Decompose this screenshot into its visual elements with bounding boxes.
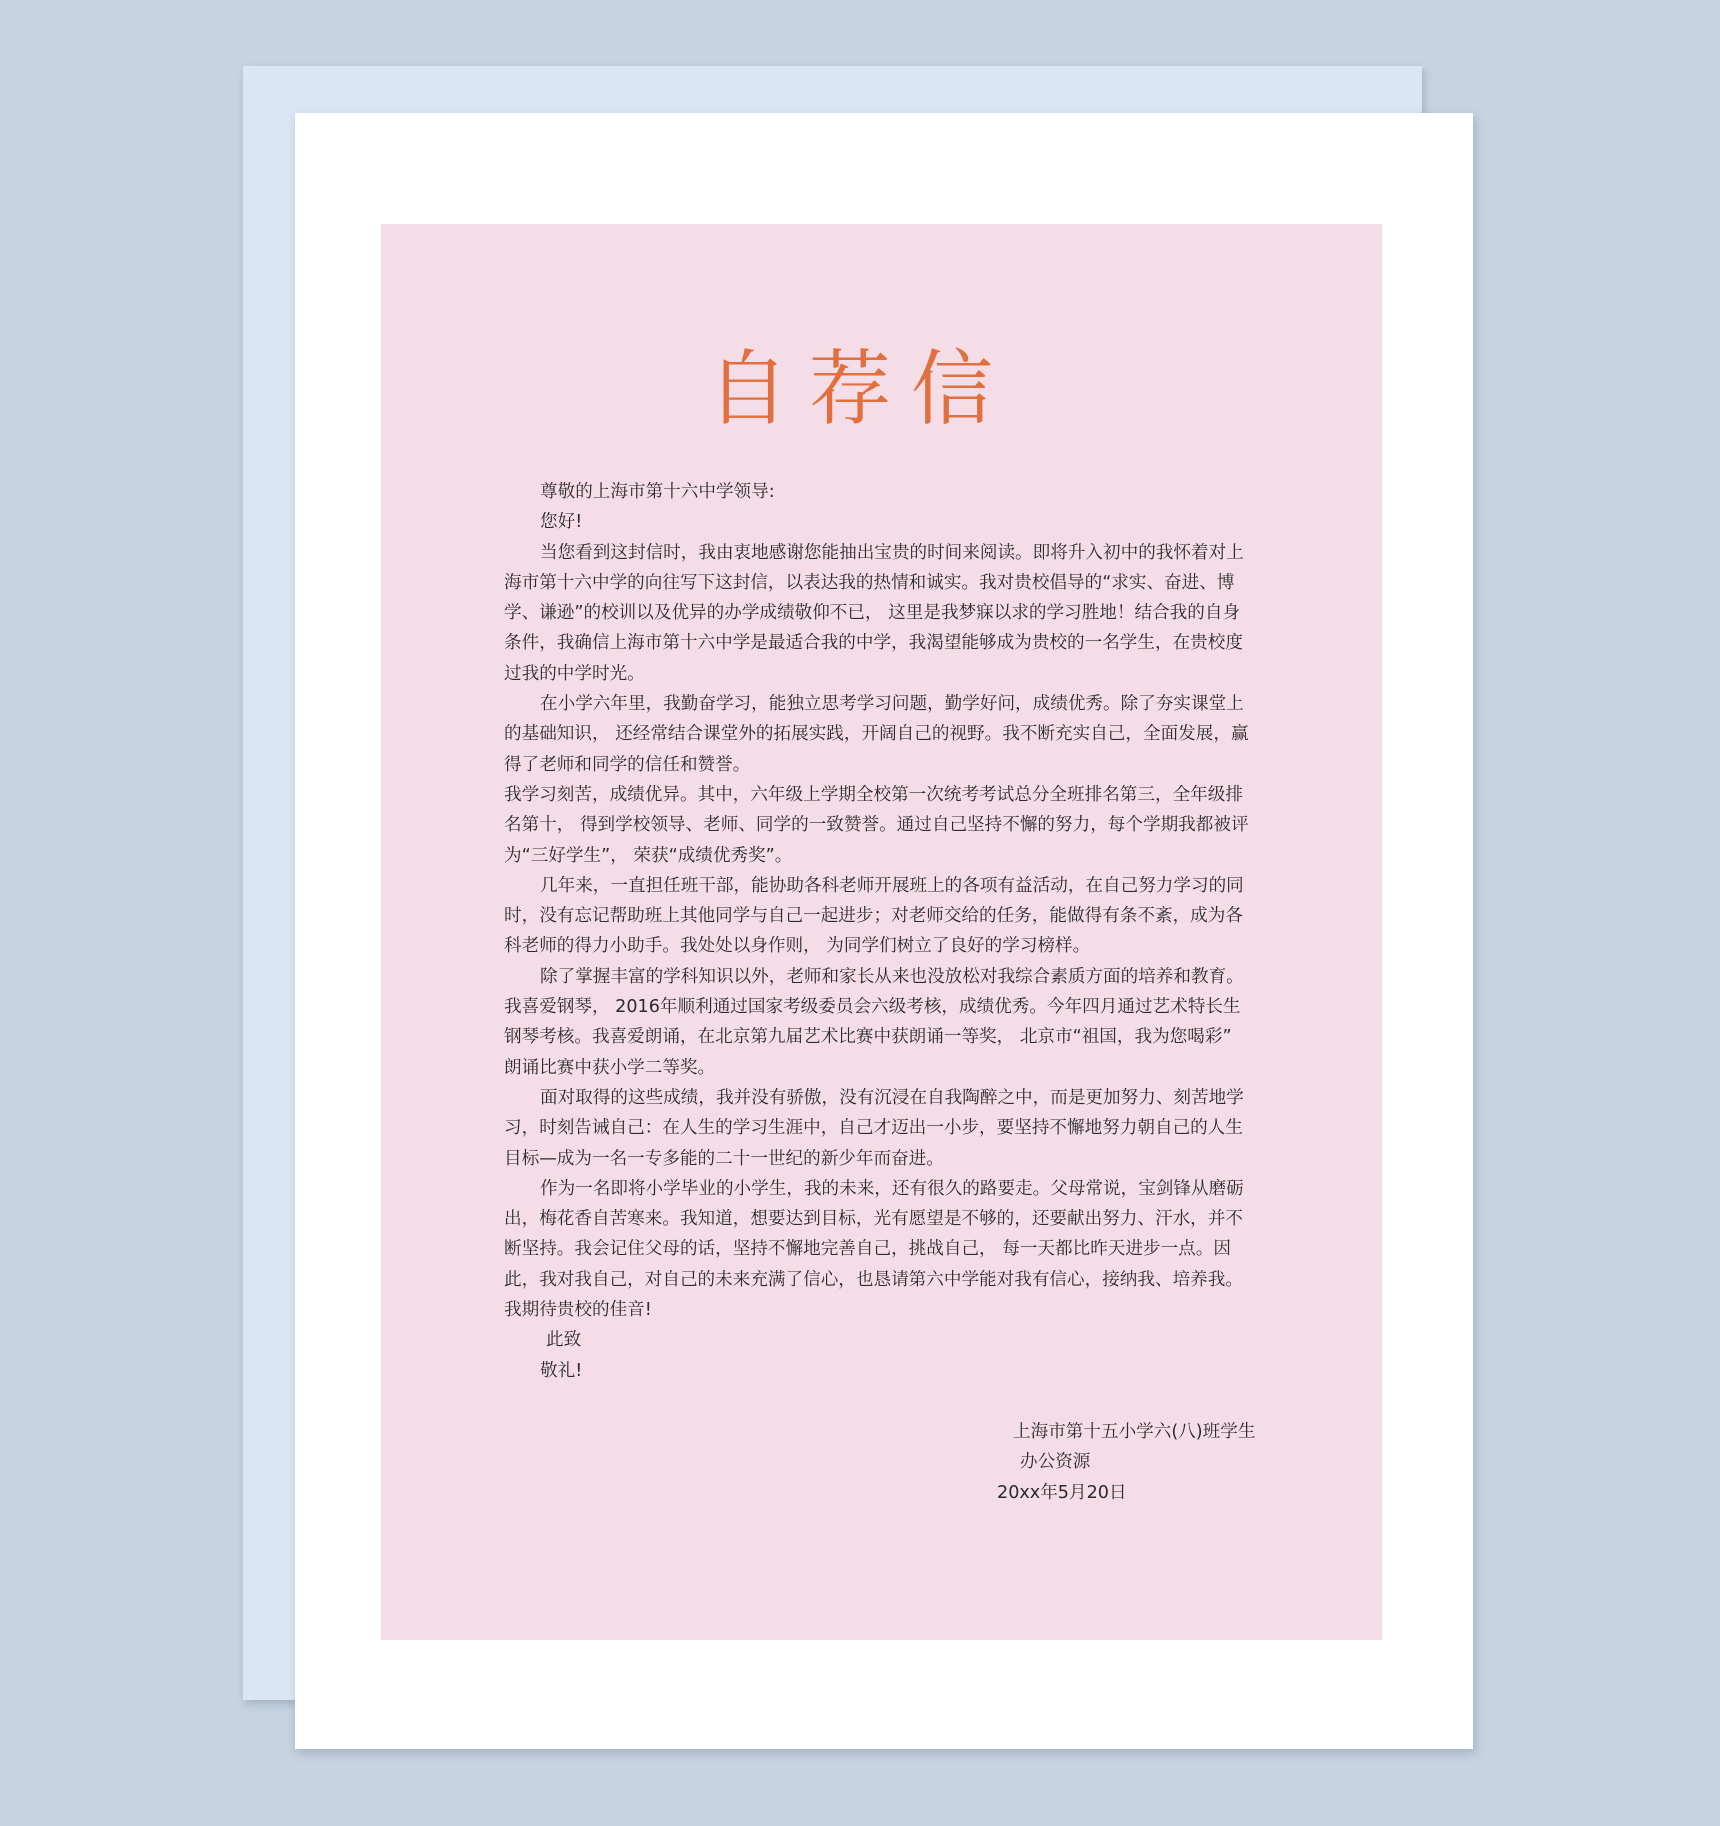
paragraph-line: 得了老师和同学的信任和赞誉。 <box>504 754 751 775</box>
greeting: 您好! <box>540 512 583 533</box>
paragraph-line: 我期待贵校的佳音! <box>504 1300 652 1321</box>
paragraph-line: 海市第十六中学的向往写下这封信，以表达我的热情和诚实。我对贵校倡导的“求实、奋进、博 <box>504 572 1235 593</box>
paragraph-line: 作为一名即将小学毕业的小学生，我的未来，还有很久的路要走。父母常说，宝剑锋从磨砺 <box>540 1178 1244 1199</box>
signature-school: 上海市第十五小学六(八)班学生 <box>1013 1422 1256 1442</box>
paragraph-line: 此，我对我自己，对自己的未来充满了信心，也恳请第六中学能对我有信心，接纳我、培养我。 <box>504 1269 1243 1290</box>
paragraph-line: 习，时刻告诫自己：在人生的学习生涯中，自己才迈出一小步，要坚持不懈地努力朝自己的人生 <box>504 1118 1243 1139</box>
paragraph-line: 名第十， 得到学校领导、老师、同学的一致赞誉。通过自己坚持不懈的努力，每个学期我都被评 <box>504 815 1249 836</box>
paragraph-line: 的基础知识， 还经常结合课堂外的拓展实践，开阔自己的视野。我不断充实自己，全面发展，赢 <box>504 724 1249 745</box>
paragraph-line: 条件，我确信上海市第十六中学是最适合我的中学，我渴望能够成为贵校的一名学生，在贵校度 <box>504 633 1243 654</box>
letter-title: 自荐信 <box>706 342 1013 437</box>
paragraph-line: 学、谦逊”的校训以及优异的办学成绩敬仰不已， 这里是我梦寐以求的学习胜地！结合我的自身 <box>504 603 1241 624</box>
signature-date: 20xx年5月20日 <box>997 1483 1127 1503</box>
paragraph-line: 面对取得的这些成绩，我并没有骄傲，没有沉浸在自我陶醉之中，而是更加努力、刻苦地学 <box>540 1087 1244 1108</box>
paragraph-line: 在小学六年里，我勤奋学习，能独立思考学习问题，勤学好问，成绩优秀。除了夯实课堂上 <box>540 694 1244 715</box>
paragraph-line: 我喜爱钢琴， 2016年顺利通过国家考级委员会六级考核，成绩优秀。今年四月通过艺术特长生 <box>504 997 1241 1018</box>
signature-name: 办公资源 <box>1020 1452 1091 1472</box>
salutation: 尊敬的上海市第十六中学领导: <box>540 482 775 502</box>
paragraph-line: 时，没有忘记帮助班上其他同学与自己一起进步；对老师交给的任务，能做得有条不紊，成为各 <box>504 906 1243 927</box>
regards: 敬礼! <box>540 1360 583 1381</box>
paragraph-line: 几年来，一直担任班干部，能协助各科老师开展班上的各项有益活动，在自己努力学习的同 <box>540 875 1244 896</box>
paragraph-line: 目标—成为一名一专多能的二十一世纪的新少年而奋进。 <box>504 1148 944 1169</box>
closing: 此致 <box>546 1330 582 1351</box>
paragraph-line: 除了掌握丰富的学科知识以外，老师和家长从来也没放松对我综合素质方面的培养和教育。 <box>540 966 1244 987</box>
paragraph-line: 我学习刻苦，成绩优异。其中，六年级上学期全校第一次统考考试总分全班排名第三，全年级排 <box>504 784 1243 805</box>
paragraph-line: 过我的中学时光。 <box>504 663 645 684</box>
paragraph-line: 断坚持。我会记住父母的话，坚持不懈地完善自己，挑战自己， 每一天都比昨天进步一点。因 <box>504 1239 1231 1260</box>
paragraph-line: 朗诵比赛中获小学二等奖。 <box>504 1057 716 1078</box>
paragraph-line: 为“三好学生”， 荣获“成绩优秀奖”。 <box>504 845 793 866</box>
paragraph-line: 当您看到这封信时，我由衷地感谢您能抽出宝贵的时间来阅读。即将升入初中的我怀着对上 <box>540 542 1244 563</box>
letter-body <box>504 477 1264 1386</box>
paragraph-line: 出，梅花香自苦寒来。我知道，想要达到目标，光有愿望是不够的，还要献出努力、汗水，并不 <box>504 1209 1243 1230</box>
paragraph-line: 科老师的得力小助手。我处处以身作则， 为同学们树立了良好的学习榜样。 <box>504 936 1091 957</box>
paragraph-line: 钢琴考核。我喜爱朗诵，在北京第九届艺术比赛中获朗诵一等奖， 北京市“祖国，我为您喝彩” <box>504 1027 1232 1048</box>
